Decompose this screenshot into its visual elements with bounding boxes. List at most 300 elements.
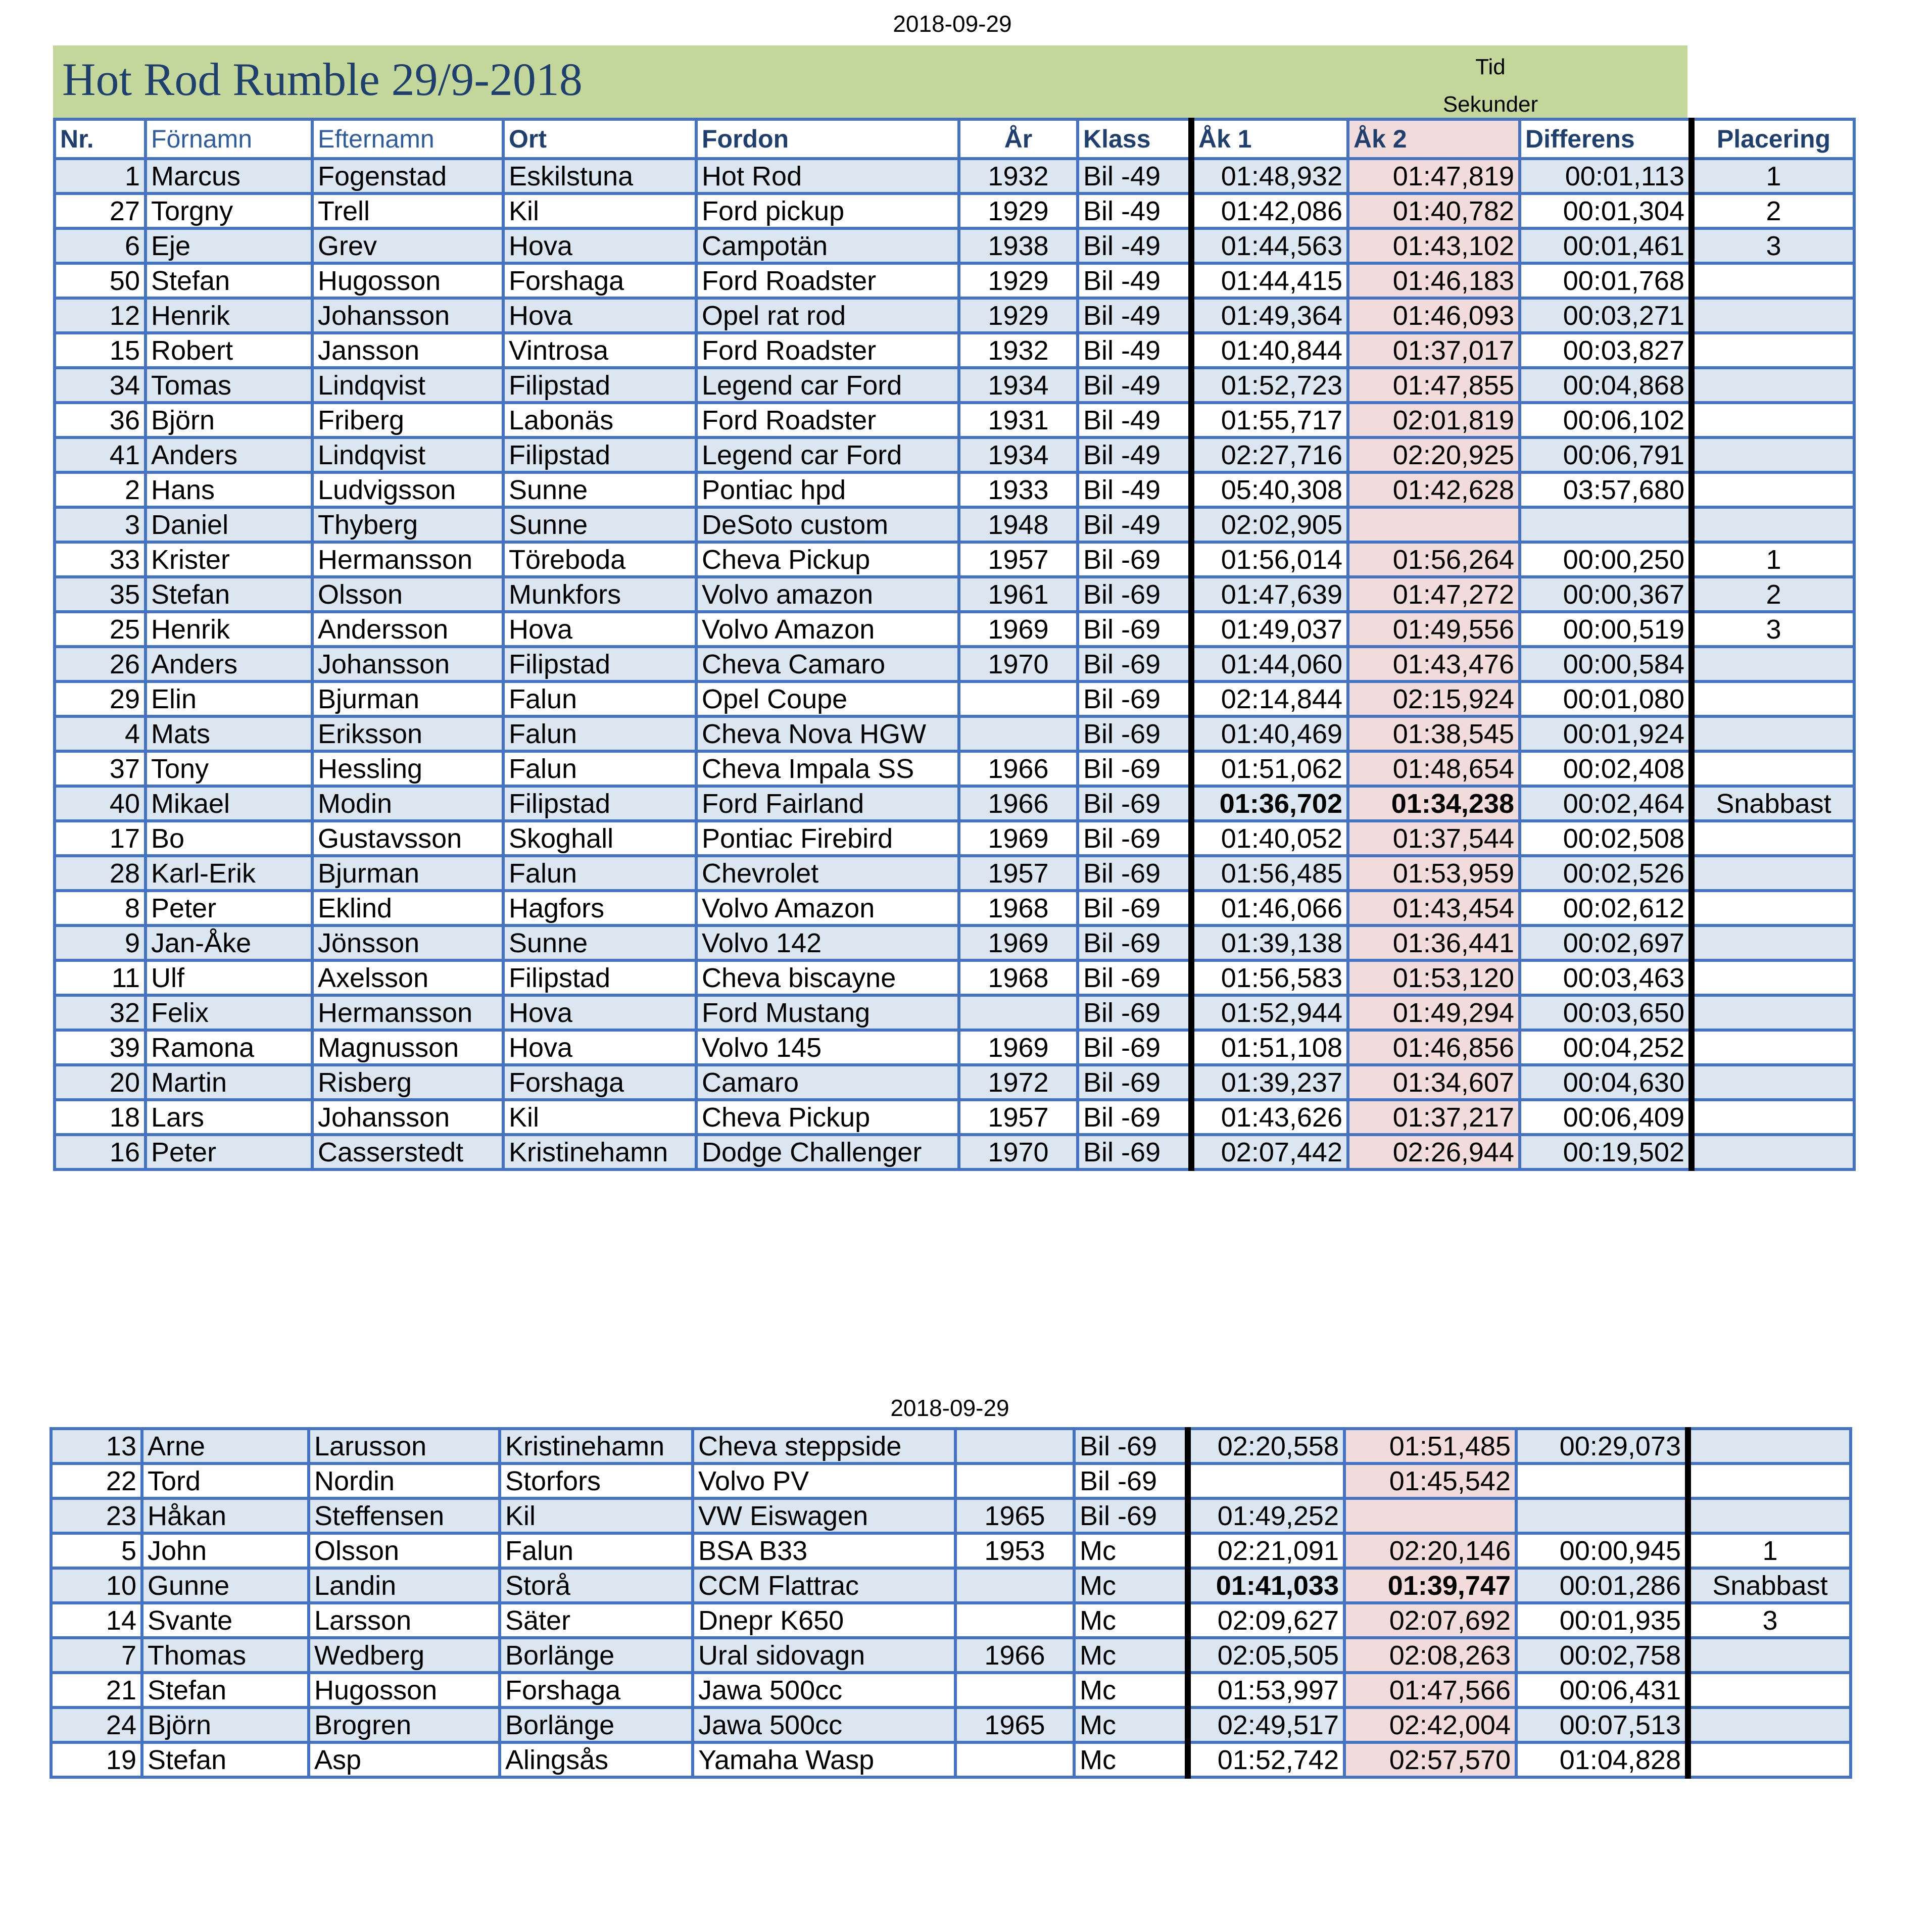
cell-nr: 5 — [51, 1533, 142, 1568]
cell-differens: 00:01,304 — [1520, 193, 1692, 228]
cell-ak2: 01:46,093 — [1348, 298, 1520, 333]
cell-differens: 01:04,828 — [1516, 1742, 1688, 1777]
cell-differens: 00:06,431 — [1516, 1673, 1688, 1707]
cell-fornamn: Felix — [146, 995, 312, 1030]
cell-ak1: 01:48,932 — [1191, 159, 1348, 193]
cell-ak2: 01:45,542 — [1344, 1463, 1516, 1498]
cell-nr: 27 — [55, 193, 146, 228]
cell-ort: Sunne — [503, 472, 696, 507]
table-row — [51, 1568, 1851, 1603]
cell-ort: Falun — [503, 751, 696, 786]
tid-header — [1402, 48, 1579, 123]
cell-placering — [1692, 716, 1854, 751]
cell-differens: 00:06,791 — [1520, 437, 1692, 472]
cell-ar: 1968 — [959, 891, 1078, 925]
cell-ak1: 02:09,627 — [1188, 1603, 1344, 1638]
cell-efternamn: Friberg — [312, 403, 503, 437]
cell-ar: 1957 — [959, 542, 1078, 577]
cell-nr: 19 — [51, 1742, 142, 1777]
cell-ak2: 01:43,476 — [1348, 647, 1520, 681]
col-header-ak2: Åk 2 — [1348, 119, 1520, 159]
cell-differens: 00:01,935 — [1516, 1603, 1688, 1638]
cell-klass: Bil -49 — [1078, 298, 1191, 333]
cell-differens: 00:01,768 — [1520, 263, 1692, 298]
col-header-efternamn: Efternamn — [312, 119, 503, 159]
cell-efternamn: Casserstedt — [312, 1135, 503, 1169]
cell-efternamn: Grev — [312, 228, 503, 263]
cell-differens: 00:03,271 — [1520, 298, 1692, 333]
cell-ak1: 01:40,844 — [1191, 333, 1348, 368]
cell-differens: 00:06,102 — [1520, 403, 1692, 437]
cell-placering — [1692, 1065, 1854, 1100]
cell-ak1: 01:56,485 — [1191, 856, 1348, 891]
cell-ak2: 02:20,146 — [1344, 1533, 1516, 1568]
cell-efternamn: Steffensen — [309, 1498, 500, 1533]
cell-ort: Forshaga — [500, 1673, 693, 1707]
cell-placering — [1692, 995, 1854, 1030]
cell-differens: 00:02,758 — [1516, 1638, 1688, 1673]
cell-differens: 00:03,827 — [1520, 333, 1692, 368]
cell-ak1: 01:44,563 — [1191, 228, 1348, 263]
cell-nr: 26 — [55, 647, 146, 681]
cell-ar: 1970 — [959, 1135, 1078, 1169]
cell-klass: Bil -69 — [1078, 856, 1191, 891]
cell-klass: Bil -69 — [1078, 1100, 1191, 1135]
cell-placering — [1692, 1100, 1854, 1135]
cell-efternamn: Jönsson — [312, 925, 503, 960]
table-row — [55, 995, 1854, 1030]
cell-klass: Bil -69 — [1078, 960, 1191, 995]
cell-efternamn: Jansson — [312, 333, 503, 368]
cell-fornamn: Peter — [146, 1135, 312, 1169]
cell-ak1: 01:39,237 — [1191, 1065, 1348, 1100]
cell-differens: 00:00,945 — [1516, 1533, 1688, 1568]
cell-ar: 1934 — [959, 368, 1078, 403]
table-row — [55, 403, 1854, 437]
cell-ort: Forshaga — [503, 263, 696, 298]
cell-fornamn: Eje — [146, 228, 312, 263]
cell-placering — [1692, 1135, 1854, 1169]
cell-ak2: 01:34,238 — [1348, 786, 1520, 821]
cell-fordon: Ford Mustang — [696, 995, 959, 1030]
cell-ort: Filipstad — [503, 368, 696, 403]
cell-fornamn: Gunne — [142, 1568, 309, 1603]
cell-placering — [1692, 437, 1854, 472]
cell-efternamn: Magnusson — [312, 1030, 503, 1065]
cell-fordon: Legend car Ford — [696, 437, 959, 472]
cell-klass: Bil -69 — [1078, 1135, 1191, 1169]
cell-nr: 14 — [51, 1603, 142, 1638]
cell-nr: 1 — [55, 159, 146, 193]
cell-ak1: 02:49,517 — [1188, 1707, 1344, 1742]
cell-differens: 00:01,113 — [1520, 159, 1692, 193]
table-row — [55, 228, 1854, 263]
cell-fornamn: Mats — [146, 716, 312, 751]
cell-differens: 00:04,868 — [1520, 368, 1692, 403]
cell-fordon: Volvo Amazon — [696, 891, 959, 925]
cell-klass: Bil -69 — [1078, 786, 1191, 821]
table-row — [55, 751, 1854, 786]
cell-ar: 1965 — [955, 1498, 1074, 1533]
cell-ar: 1948 — [959, 507, 1078, 542]
cell-fornamn: Robert — [146, 333, 312, 368]
cell-ar: 1953 — [955, 1533, 1074, 1568]
cell-ak1: 01:44,415 — [1191, 263, 1348, 298]
cell-klass: Bil -49 — [1078, 263, 1191, 298]
cell-ak1: 01:55,717 — [1191, 403, 1348, 437]
table-row — [55, 159, 1854, 193]
cell-ak1: 02:21,091 — [1188, 1533, 1344, 1568]
cell-fornamn: Stefan — [146, 577, 312, 612]
cell-differens: 00:00,584 — [1520, 647, 1692, 681]
cell-ak2: 01:53,959 — [1348, 856, 1520, 891]
cell-fornamn: Anders — [146, 647, 312, 681]
cell-ak2: 01:56,264 — [1348, 542, 1520, 577]
cell-ort: Falun — [503, 856, 696, 891]
cell-fordon: Volvo Amazon — [696, 612, 959, 647]
cell-ort: Kil — [503, 193, 696, 228]
cell-klass: Bil -69 — [1078, 1030, 1191, 1065]
cell-differens: 00:03,650 — [1520, 995, 1692, 1030]
cell-fordon: Cheva Pickup — [696, 1100, 959, 1135]
cell-efternamn: Johansson — [312, 298, 503, 333]
cell-nr: 8 — [55, 891, 146, 925]
cell-ort: Filipstad — [503, 647, 696, 681]
cell-ort: Filipstad — [503, 437, 696, 472]
cell-klass: Mc — [1074, 1638, 1188, 1673]
cell-fordon: Ford Roadster — [696, 263, 959, 298]
cell-fordon: Volvo PV — [693, 1463, 955, 1498]
cell-efternamn: Johansson — [312, 647, 503, 681]
table-row — [51, 1707, 1851, 1742]
cell-efternamn: Larsson — [309, 1603, 500, 1638]
cell-placering — [1692, 751, 1854, 786]
table-row — [55, 298, 1854, 333]
results-table-continued — [50, 1427, 1852, 1779]
table-row — [55, 1100, 1854, 1135]
cell-ak2: 01:49,294 — [1348, 995, 1520, 1030]
cell-fornamn: Karl-Erik — [146, 856, 312, 891]
cell-differens: 00:01,286 — [1516, 1568, 1688, 1603]
cell-ak2: 01:37,017 — [1348, 333, 1520, 368]
cell-placering — [1692, 821, 1854, 856]
cell-fornamn: Arne — [142, 1429, 309, 1463]
cell-ak1: 01:40,469 — [1191, 716, 1348, 751]
page-title: Hot Rod Rumble 29/9-2018 — [62, 54, 583, 105]
cell-ak2 — [1344, 1498, 1516, 1533]
cell-ar: 1929 — [959, 298, 1078, 333]
cell-ort: Skoghall — [503, 821, 696, 856]
cell-nr: 21 — [51, 1673, 142, 1707]
cell-klass: Bil -69 — [1078, 577, 1191, 612]
cell-klass: Bil -49 — [1078, 472, 1191, 507]
cell-fornamn: Ramona — [146, 1030, 312, 1065]
cell-ak2 — [1348, 507, 1520, 542]
cell-efternamn: Brogren — [309, 1707, 500, 1742]
cell-ak2: 02:08,263 — [1344, 1638, 1516, 1673]
cell-fordon: Legend car Ford — [696, 368, 959, 403]
cell-placering: 1 — [1692, 542, 1854, 577]
cell-efternamn: Thyberg — [312, 507, 503, 542]
cell-nr: 40 — [55, 786, 146, 821]
cell-placering: 3 — [1692, 612, 1854, 647]
cell-ar — [955, 1429, 1074, 1463]
cell-nr: 20 — [55, 1065, 146, 1100]
cell-ort: Hova — [503, 995, 696, 1030]
cell-differens: 00:02,612 — [1520, 891, 1692, 925]
cell-nr: 22 — [51, 1463, 142, 1498]
cell-klass: Bil -69 — [1074, 1429, 1188, 1463]
cell-efternamn: Asp — [309, 1742, 500, 1777]
cell-klass: Bil -69 — [1078, 716, 1191, 751]
results-table-main — [53, 118, 1856, 1171]
cell-ak2: 02:01,819 — [1348, 403, 1520, 437]
cell-ar — [955, 1673, 1074, 1707]
cell-ar: 1957 — [959, 1100, 1078, 1135]
cell-placering — [1692, 891, 1854, 925]
cell-ar: 1938 — [959, 228, 1078, 263]
cell-ar: 1932 — [959, 333, 1078, 368]
cell-ort: Kil — [503, 1100, 696, 1135]
cell-fordon: Cheva Camaro — [696, 647, 959, 681]
cell-fordon: Chevrolet — [696, 856, 959, 891]
cell-efternamn: Larusson — [309, 1429, 500, 1463]
cell-nr: 25 — [55, 612, 146, 647]
cell-placering — [1692, 925, 1854, 960]
cell-differens: 00:04,630 — [1520, 1065, 1692, 1100]
cell-ort: Kil — [500, 1498, 693, 1533]
table-row — [55, 681, 1854, 716]
cell-nr: 17 — [55, 821, 146, 856]
cell-ak1: 01:40,052 — [1191, 821, 1348, 856]
cell-ak1: 01:47,639 — [1191, 577, 1348, 612]
col-header-ar: År — [959, 119, 1078, 159]
cell-nr: 3 — [55, 507, 146, 542]
table-row — [55, 1065, 1854, 1100]
cell-klass: Mc — [1074, 1707, 1188, 1742]
cell-fornamn: Stefan — [142, 1742, 309, 1777]
cell-placering: Snabbast — [1688, 1568, 1851, 1603]
cell-ar: 1966 — [955, 1638, 1074, 1673]
title-banner — [53, 45, 1687, 119]
cell-ak2: 01:47,855 — [1348, 368, 1520, 403]
cell-fordon: VW Eiswagen — [693, 1498, 955, 1533]
cell-fornamn: Marcus — [146, 159, 312, 193]
cell-klass: Mc — [1074, 1603, 1188, 1638]
cell-ak2: 01:38,545 — [1348, 716, 1520, 751]
cell-klass: Bil -69 — [1074, 1463, 1188, 1498]
cell-efternamn: Landin — [309, 1568, 500, 1603]
cell-efternamn: Modin — [312, 786, 503, 821]
cell-fornamn: Bo — [146, 821, 312, 856]
cell-efternamn: Bjurman — [312, 681, 503, 716]
table-row — [51, 1673, 1851, 1707]
cell-ort: Säter — [500, 1603, 693, 1638]
cell-ar — [955, 1742, 1074, 1777]
cell-differens: 00:01,924 — [1520, 716, 1692, 751]
cell-ak2: 01:36,441 — [1348, 925, 1520, 960]
cell-fornamn: Ulf — [146, 960, 312, 995]
cell-nr: 28 — [55, 856, 146, 891]
cell-efternamn: Ludvigsson — [312, 472, 503, 507]
cell-klass: Bil -69 — [1078, 821, 1191, 856]
cell-fornamn: Henrik — [146, 612, 312, 647]
cell-ort: Filipstad — [503, 960, 696, 995]
cell-fordon: Jawa 500cc — [693, 1707, 955, 1742]
cell-differens: 00:00,367 — [1520, 577, 1692, 612]
cell-ak1: 01:44,060 — [1191, 647, 1348, 681]
cell-ort: Storå — [500, 1568, 693, 1603]
cell-efternamn: Eriksson — [312, 716, 503, 751]
cell-nr: 15 — [55, 333, 146, 368]
cell-ort: Borlänge — [500, 1638, 693, 1673]
col-header-ort: Ort — [503, 119, 696, 159]
cell-ort: Sunne — [503, 925, 696, 960]
cell-ak2: 01:53,120 — [1348, 960, 1520, 995]
cell-fornamn: John — [142, 1533, 309, 1568]
cell-ar: 1968 — [959, 960, 1078, 995]
cell-fordon: Opel Coupe — [696, 681, 959, 716]
cell-ar: 1957 — [959, 856, 1078, 891]
table-row — [51, 1603, 1851, 1638]
cell-klass: Mc — [1074, 1533, 1188, 1568]
cell-ort: Hova — [503, 612, 696, 647]
cell-fordon: DeSoto custom — [696, 507, 959, 542]
cell-ak1: 05:40,308 — [1191, 472, 1348, 507]
table-row — [55, 786, 1854, 821]
cell-ar: 1966 — [959, 751, 1078, 786]
cell-placering — [1688, 1498, 1851, 1533]
cell-efternamn: Bjurman — [312, 856, 503, 891]
cell-efternamn: Johansson — [312, 1100, 503, 1135]
cell-fornamn: Lars — [146, 1100, 312, 1135]
cell-nr: 36 — [55, 403, 146, 437]
cell-ar — [959, 681, 1078, 716]
cell-ort: Sunne — [503, 507, 696, 542]
cell-ort: Kristinehamn — [503, 1135, 696, 1169]
cell-efternamn: Gustavsson — [312, 821, 503, 856]
cell-differens — [1516, 1463, 1688, 1498]
cell-nr: 24 — [51, 1707, 142, 1742]
cell-ar: 1972 — [959, 1065, 1078, 1100]
cell-nr: 39 — [55, 1030, 146, 1065]
cell-placering — [1692, 856, 1854, 891]
cell-fornamn: Anders — [146, 437, 312, 472]
cell-ort: Hova — [503, 1030, 696, 1065]
cell-fornamn: Svante — [142, 1603, 309, 1638]
cell-nr: 32 — [55, 995, 146, 1030]
date-label-bottom: 2018-09-29 — [890, 1395, 1009, 1421]
cell-ort: Vintrosa — [503, 333, 696, 368]
cell-ak1: 02:20,558 — [1188, 1429, 1344, 1463]
cell-placering — [1692, 333, 1854, 368]
table-row — [55, 647, 1854, 681]
cell-fornamn: Henrik — [146, 298, 312, 333]
cell-ar: 1965 — [955, 1707, 1074, 1742]
cell-ak2: 01:49,556 — [1348, 612, 1520, 647]
cell-nr: 33 — [55, 542, 146, 577]
cell-ak1: 02:14,844 — [1191, 681, 1348, 716]
cell-klass: Mc — [1074, 1673, 1188, 1707]
cell-fornamn: Tord — [142, 1463, 309, 1498]
cell-nr: 4 — [55, 716, 146, 751]
cell-ar: 1969 — [959, 612, 1078, 647]
cell-fordon: Cheva Nova HGW — [696, 716, 959, 751]
cell-fornamn: Håkan — [142, 1498, 309, 1533]
cell-nr: 18 — [55, 1100, 146, 1135]
cell-klass: Bil -49 — [1078, 403, 1191, 437]
cell-fordon: Ford Fairland — [696, 786, 959, 821]
cell-placering: 3 — [1688, 1603, 1851, 1638]
cell-efternamn: Lindqvist — [312, 437, 503, 472]
cell-ak2: 01:42,628 — [1348, 472, 1520, 507]
cell-ak1: 01:39,138 — [1191, 925, 1348, 960]
cell-ak2: 02:42,004 — [1344, 1707, 1516, 1742]
cell-efternamn: Olsson — [309, 1533, 500, 1568]
col-header-differens: Differens — [1520, 119, 1692, 159]
cell-nr: 10 — [51, 1568, 142, 1603]
cell-ak2: 01:47,566 — [1344, 1673, 1516, 1707]
cell-placering — [1688, 1742, 1851, 1777]
cell-placering — [1688, 1707, 1851, 1742]
cell-placering — [1692, 403, 1854, 437]
cell-ar: 1934 — [959, 437, 1078, 472]
cell-ort: Hagfors — [503, 891, 696, 925]
col-header-fordon: Fordon — [696, 119, 959, 159]
cell-fordon: Pontiac Firebird — [696, 821, 959, 856]
cell-klass: Mc — [1074, 1742, 1188, 1777]
cell-fordon: Opel rat rod — [696, 298, 959, 333]
cell-ak2: 01:48,654 — [1348, 751, 1520, 786]
cell-klass: Bil -69 — [1078, 925, 1191, 960]
cell-fordon: Cheva Impala SS — [696, 751, 959, 786]
cell-klass: Bil -69 — [1078, 1065, 1191, 1100]
cell-klass: Bil -69 — [1078, 612, 1191, 647]
cell-klass: Bil -69 — [1074, 1498, 1188, 1533]
cell-ak2: 02:20,925 — [1348, 437, 1520, 472]
table-row — [55, 472, 1854, 507]
cell-nr: 11 — [55, 960, 146, 995]
cell-fornamn: Mikael — [146, 786, 312, 821]
cell-fordon: Ford pickup — [696, 193, 959, 228]
cell-efternamn: Trell — [312, 193, 503, 228]
cell-efternamn: Risberg — [312, 1065, 503, 1100]
cell-ak1: 01:49,037 — [1191, 612, 1348, 647]
cell-ar: 1970 — [959, 647, 1078, 681]
table-row — [51, 1533, 1851, 1568]
cell-placering: 1 — [1692, 159, 1854, 193]
cell-klass: Bil -49 — [1078, 333, 1191, 368]
cell-ar: 1966 — [959, 786, 1078, 821]
cell-differens: 00:02,526 — [1520, 856, 1692, 891]
col-header-klass: Klass — [1078, 119, 1191, 159]
cell-ak2: 01:46,856 — [1348, 1030, 1520, 1065]
cell-ar: 1969 — [959, 821, 1078, 856]
cell-differens: 03:57,680 — [1520, 472, 1692, 507]
cell-fornamn: Martin — [146, 1065, 312, 1100]
cell-ar: 1933 — [959, 472, 1078, 507]
cell-nr: 35 — [55, 577, 146, 612]
cell-fordon: Camaro — [696, 1065, 959, 1100]
cell-placering — [1688, 1463, 1851, 1498]
cell-klass: Bil -49 — [1078, 507, 1191, 542]
table-row — [55, 821, 1854, 856]
cell-fordon: Ural sidovagn — [693, 1638, 955, 1673]
cell-klass: Mc — [1074, 1568, 1188, 1603]
col-header-placering: Placering — [1692, 119, 1854, 159]
cell-efternamn: Axelsson — [312, 960, 503, 995]
col-header-fornamn: Förnamn — [146, 119, 312, 159]
